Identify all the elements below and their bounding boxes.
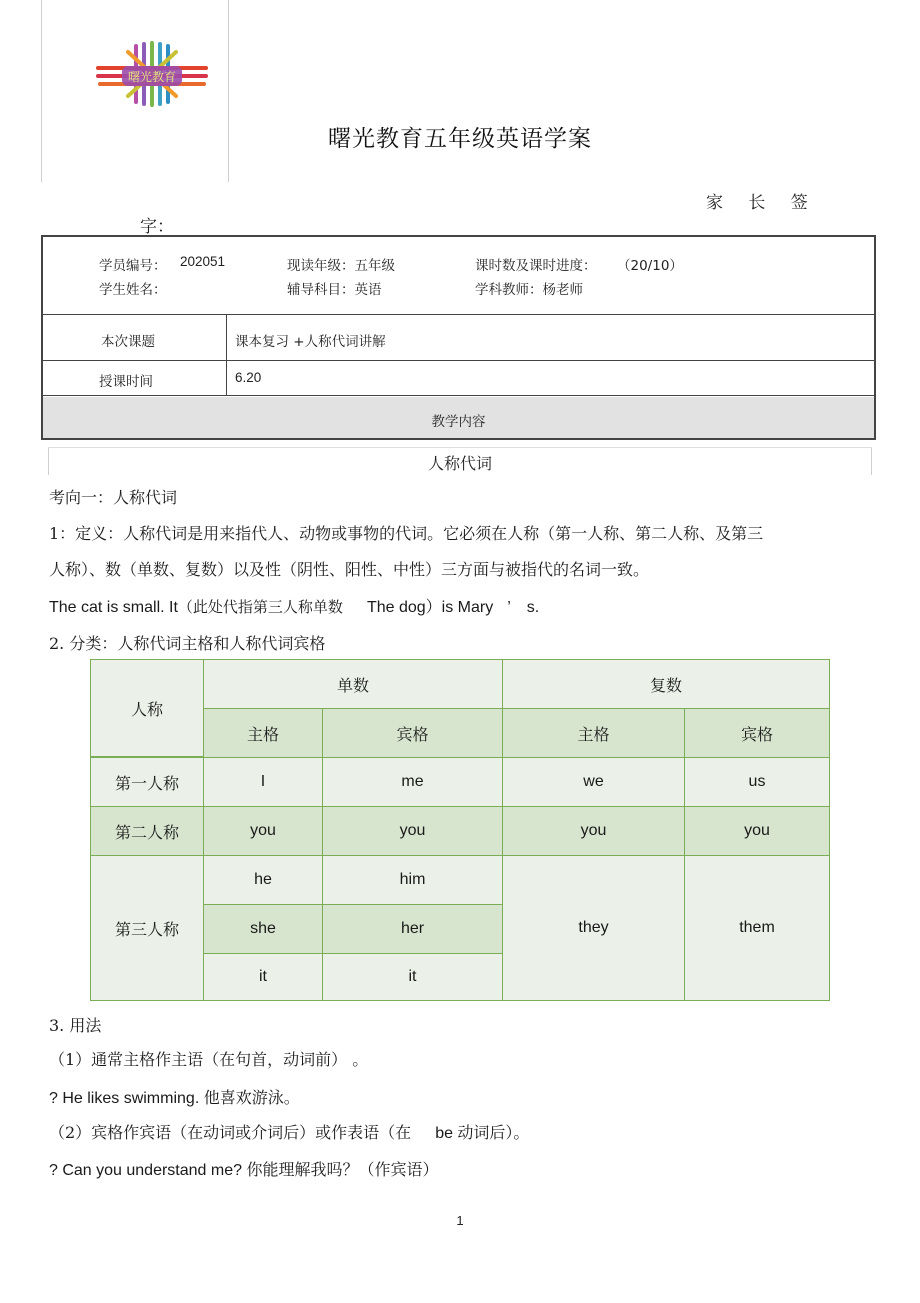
third-singular-objective-it: it: [322, 953, 503, 1001]
time-label: 授课时间: [99, 374, 153, 390]
first-plural-nominative: we: [502, 757, 685, 807]
time-value: 6.20: [235, 370, 262, 385]
definition-line-1: 1：定义：人称代词是用来指代人、动物或事物的代词。它必须在人称（第一人称、第二人称、及第三: [49, 524, 764, 543]
example-part-e: s.: [526, 599, 540, 616]
first-plural-objective: us: [684, 757, 830, 807]
page-number: 1: [456, 1213, 464, 1228]
pronoun-table: [90, 659, 830, 1001]
subject-label: 辅导科目：英语: [287, 282, 382, 298]
topic-value: 课本复习 +人称代词讲解: [235, 334, 386, 350]
direction-heading: 考向一：人称代词: [49, 488, 178, 507]
third-singular-objective-her: her: [322, 904, 503, 954]
third-plural-objective: them: [684, 855, 830, 1001]
example-part-b: （此处代指第三人称单数: [177, 598, 343, 616]
usage-rule-2-part-a: （2）宾格作宾语（在动词或介词后）或作表语（在: [49, 1123, 412, 1142]
singular-objective-header: 宾格: [322, 708, 503, 758]
third-singular-objective-him: him: [322, 855, 503, 905]
usage-rule-2-part-b: be 动词后）。: [435, 1125, 530, 1142]
row-label-second-person: 第二人称: [90, 806, 204, 856]
example-part-a: The cat is small. It: [49, 599, 178, 616]
lessons-label: 课时数及课时进度：: [475, 258, 597, 274]
example-part-d: ’: [507, 599, 511, 616]
third-singular-nominative-he: he: [203, 855, 323, 905]
grade-label: 现读年级：五年级: [287, 258, 395, 274]
usage-rule-2: [49, 1120, 529, 1143]
parent-signature-label: 家 长 签: [706, 193, 818, 213]
parent-signature-label-tail: 字：: [140, 217, 174, 237]
student-name-label: 学生姓名：: [99, 282, 167, 298]
example-part-c: The dog）is Mary: [366, 599, 494, 616]
teacher-label: 学科教师：杨老师: [475, 282, 583, 298]
plural-nominative-header: 主格: [502, 708, 685, 758]
second-singular-objective: you: [322, 806, 503, 856]
corner-cell: 人称: [90, 659, 204, 757]
singular-nominative-header: 主格: [203, 708, 323, 758]
usage-rule-1: （1）通常主格作主语（在句首，动词前） 。: [49, 1050, 369, 1069]
third-singular-nominative-it: it: [203, 953, 323, 1001]
section-title-box: [48, 447, 872, 475]
second-plural-objective: you: [684, 806, 830, 856]
topic-label: 本次课题: [101, 334, 155, 350]
logo-text: 曙光教育: [127, 70, 177, 84]
lesson-info-table: [41, 235, 876, 440]
definition-line-2: 人称）、数（单数、复数）以及性（阴性、阳性、中性）三方面与被指代的名词一致。: [49, 560, 650, 579]
teaching-content-label: 教学内容: [431, 414, 486, 430]
row-label-first-person: 第一人称: [90, 757, 204, 807]
student-id-value: 202051: [180, 254, 226, 269]
example-sentence: [49, 594, 539, 617]
lessons-value: （20/10）: [617, 258, 683, 274]
classification-heading: 2. 分类：人称代词主格和人称代词宾格: [49, 634, 326, 653]
singular-header: 单数: [203, 659, 503, 709]
header-logo-box: [41, 0, 229, 182]
usage-example-2: ? Can you understand me? 你能理解我吗？（作宾语）: [49, 1162, 439, 1179]
first-singular-objective: me: [322, 757, 503, 807]
section-title: 人称代词: [427, 454, 492, 473]
plural-objective-header: 宾格: [684, 708, 830, 758]
student-id-label: 学员编号：: [99, 258, 167, 274]
third-singular-nominative-she: she: [203, 904, 323, 954]
plural-header: 复数: [502, 659, 830, 709]
row-label-third-person: 第三人称: [90, 855, 204, 1001]
second-singular-nominative: you: [203, 806, 323, 856]
logo-icon: [92, 38, 212, 128]
document-title: 曙光教育五年级英语学案: [328, 126, 592, 152]
usage-heading: 3. 用法: [49, 1016, 102, 1035]
usage-example-1: ? He likes swimming. 他喜欢游泳。: [49, 1090, 300, 1107]
third-plural-nominative: they: [502, 855, 685, 1001]
second-plural-nominative: you: [502, 806, 685, 856]
first-singular-nominative: I: [203, 757, 323, 807]
